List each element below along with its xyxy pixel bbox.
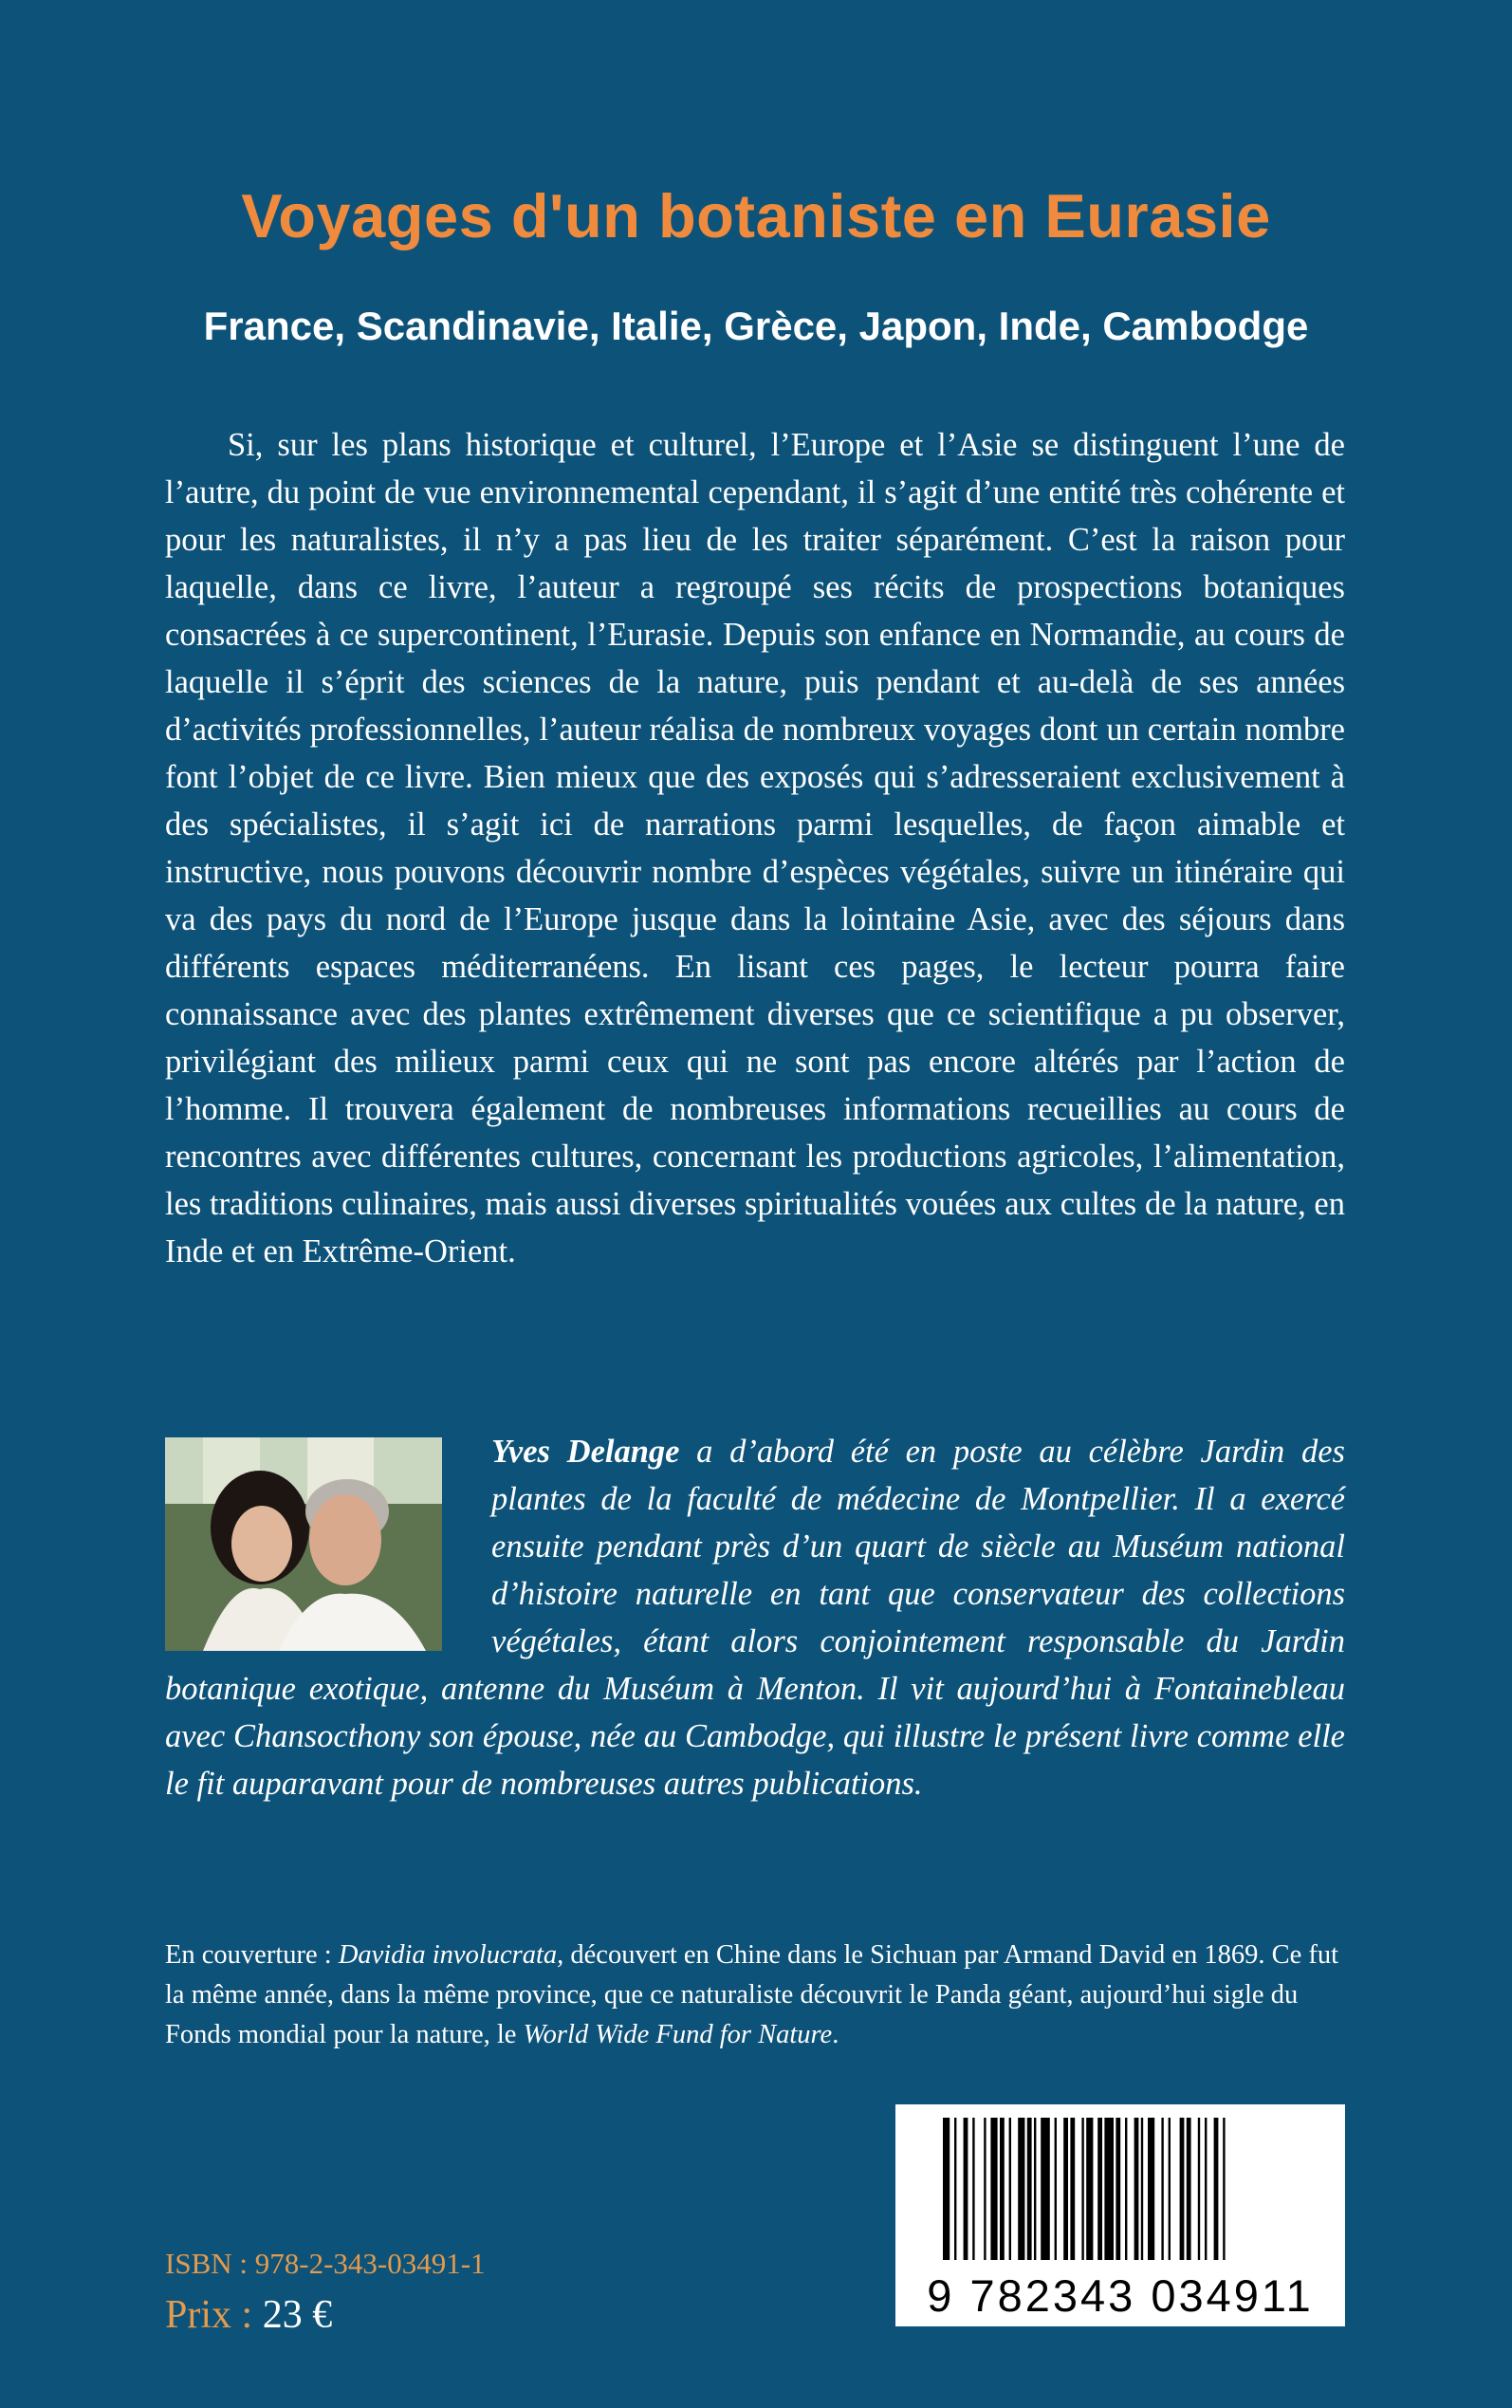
book-title: Voyages d'un botaniste en Eurasie	[241, 181, 1271, 250]
barcode-bar	[954, 2118, 956, 2260]
barcode-bar	[984, 2118, 986, 2260]
cover-credit-end: .	[832, 2020, 839, 2049]
barcode-bar	[1161, 2118, 1163, 2260]
barcode-bar	[1097, 2118, 1102, 2260]
barcode-bar	[1116, 2118, 1120, 2260]
barcode	[895, 2104, 1345, 2326]
author-bio-text: a d’abord été en poste au célèbre Jardin des plantes de la faculté de médecine de Montpellier. Il a exercé ensuite pendant près d’un quart de siècle au Muséum national d’histoire naturelle en tant que conservateur des collections végétales, étant alors conjointement responsable du Jardin botanique exotique, antenne du Muséum à Menton. Il vit aujourd’hui à Fontainebleau avec Chansocthony son épouse, née au Cambodge, qui illustre le présent livre comme elle le fit auparavant pour de nombreuses autres publications.	[165, 1434, 1345, 1802]
barcode-bar	[990, 2118, 997, 2260]
barcode-digits: 9 782343 034911	[927, 2270, 1314, 2321]
barcode-bar	[1086, 2118, 1093, 2260]
barcode-bar	[1000, 2118, 1005, 2260]
author-bio	[165, 1428, 1345, 1807]
barcode-bar	[1034, 2118, 1036, 2260]
barcode-bar	[1027, 2118, 1032, 2260]
barcode-bar	[1070, 2118, 1075, 2260]
price	[165, 2292, 332, 2338]
barcode-bar	[1169, 2118, 1171, 2260]
barcode-bar	[1214, 2118, 1219, 2260]
barcode-bar	[1187, 2118, 1191, 2260]
barcode-bar	[1104, 2118, 1114, 2260]
barcode-bar	[1018, 2118, 1024, 2260]
isbn: ISBN : 978-2-343-03491-1	[165, 2247, 486, 2280]
summary-paragraph: Si, sur les plans historique et culturel, l’Europe et l’Asie se distinguent l’une de l’autre, du point de vue environnemental cependant, il s’agit d’une entité très cohérente et pour les naturalistes, il n’y a pas lieu de les traiter séparément. C’est la raison pour laquelle, dans ce livre, l’auteur a regroupé ses récits de prospections botaniques consacrées à ce supercontinent, l’Eurasie. Depuis son enfance en Normandie, au cours de laquelle il s’éprit des sciences de la nature, puis pendant et au-delà de ses années d’activités professionnelles, l’auteur réalisa de nombreux voyages dont un certain nombre font l’objet de ce livre. Bien mieux que des exposés qui s’adresseraient exclusivement à des spécialistes, il s’agit ici de narrations parmi lesquelles, de façon aimable et instructive, nous pouvons découvrir nombre d’espèces végétales, suivre un itinéraire qui va des pays du nord de l’Europe jusque dans la lointaine Asie, avec des séjours dans différents espaces méditerranéens. En lisant ces pages, le lecteur pourra faire connaissance avec des plantes extrêmement diverses que ce scientifique a pu observer, privilégiant des milieux parmi ceux qui ne sont pas encore altérés par l’action de l’homme. Il trouvera également de nombreuses informations recueillies au cours de rencontres avec différentes cultures, concernant les productions agricoles, l’alimentation, les traditions culinaires, mais aussi diverses spiritualités vouées aux cultes de la nature, en Inde et en Extrême-Orient.	[165, 427, 1345, 1269]
book-subtitle: France, Scandinavie, Italie, Grèce, Japon, Inde, Cambodge	[203, 304, 1309, 348]
author-name: Yves Delange	[491, 1434, 680, 1470]
barcode-bar	[1148, 2118, 1154, 2260]
barcode-bar	[964, 2118, 968, 2260]
price-amount: 23 €	[262, 2293, 333, 2337]
barcode-bar	[1009, 2118, 1011, 2260]
barcode-bar	[1141, 2118, 1143, 2260]
cover-credit-prefix: En couverture :	[165, 1940, 339, 1970]
barcode-bar	[1055, 2118, 1057, 2260]
price-label: Prix :	[165, 2293, 263, 2337]
barcode-bar	[1180, 2118, 1185, 2260]
cover-credit-body: , découvert en Chine dans le Sichuan par Armand David en 1869. Ce fut la même année, dans la même province, que ce naturaliste découvrit le Panda géant, aujourd’hui sigle du Fonds mondial pour la nature, le	[165, 1940, 1339, 2049]
barcode-bar	[943, 2118, 950, 2260]
cover-credit	[165, 1936, 1345, 2055]
barcode-bar	[1041, 2118, 1050, 2260]
barcode-bar	[1198, 2118, 1200, 2260]
barcode-bar	[1125, 2118, 1127, 2260]
wwf-name: World Wide Fund for Nature	[523, 2020, 833, 2049]
barcode-bar	[1081, 2118, 1083, 2260]
barcode-bar	[972, 2118, 974, 2260]
barcode-bar	[1223, 2118, 1225, 2260]
barcode-bar	[1134, 2118, 1139, 2260]
barcode-bar	[1205, 2118, 1207, 2260]
cover-species-name: Davidia involucrata	[338, 1940, 558, 1970]
barcode-bar	[1063, 2118, 1068, 2260]
